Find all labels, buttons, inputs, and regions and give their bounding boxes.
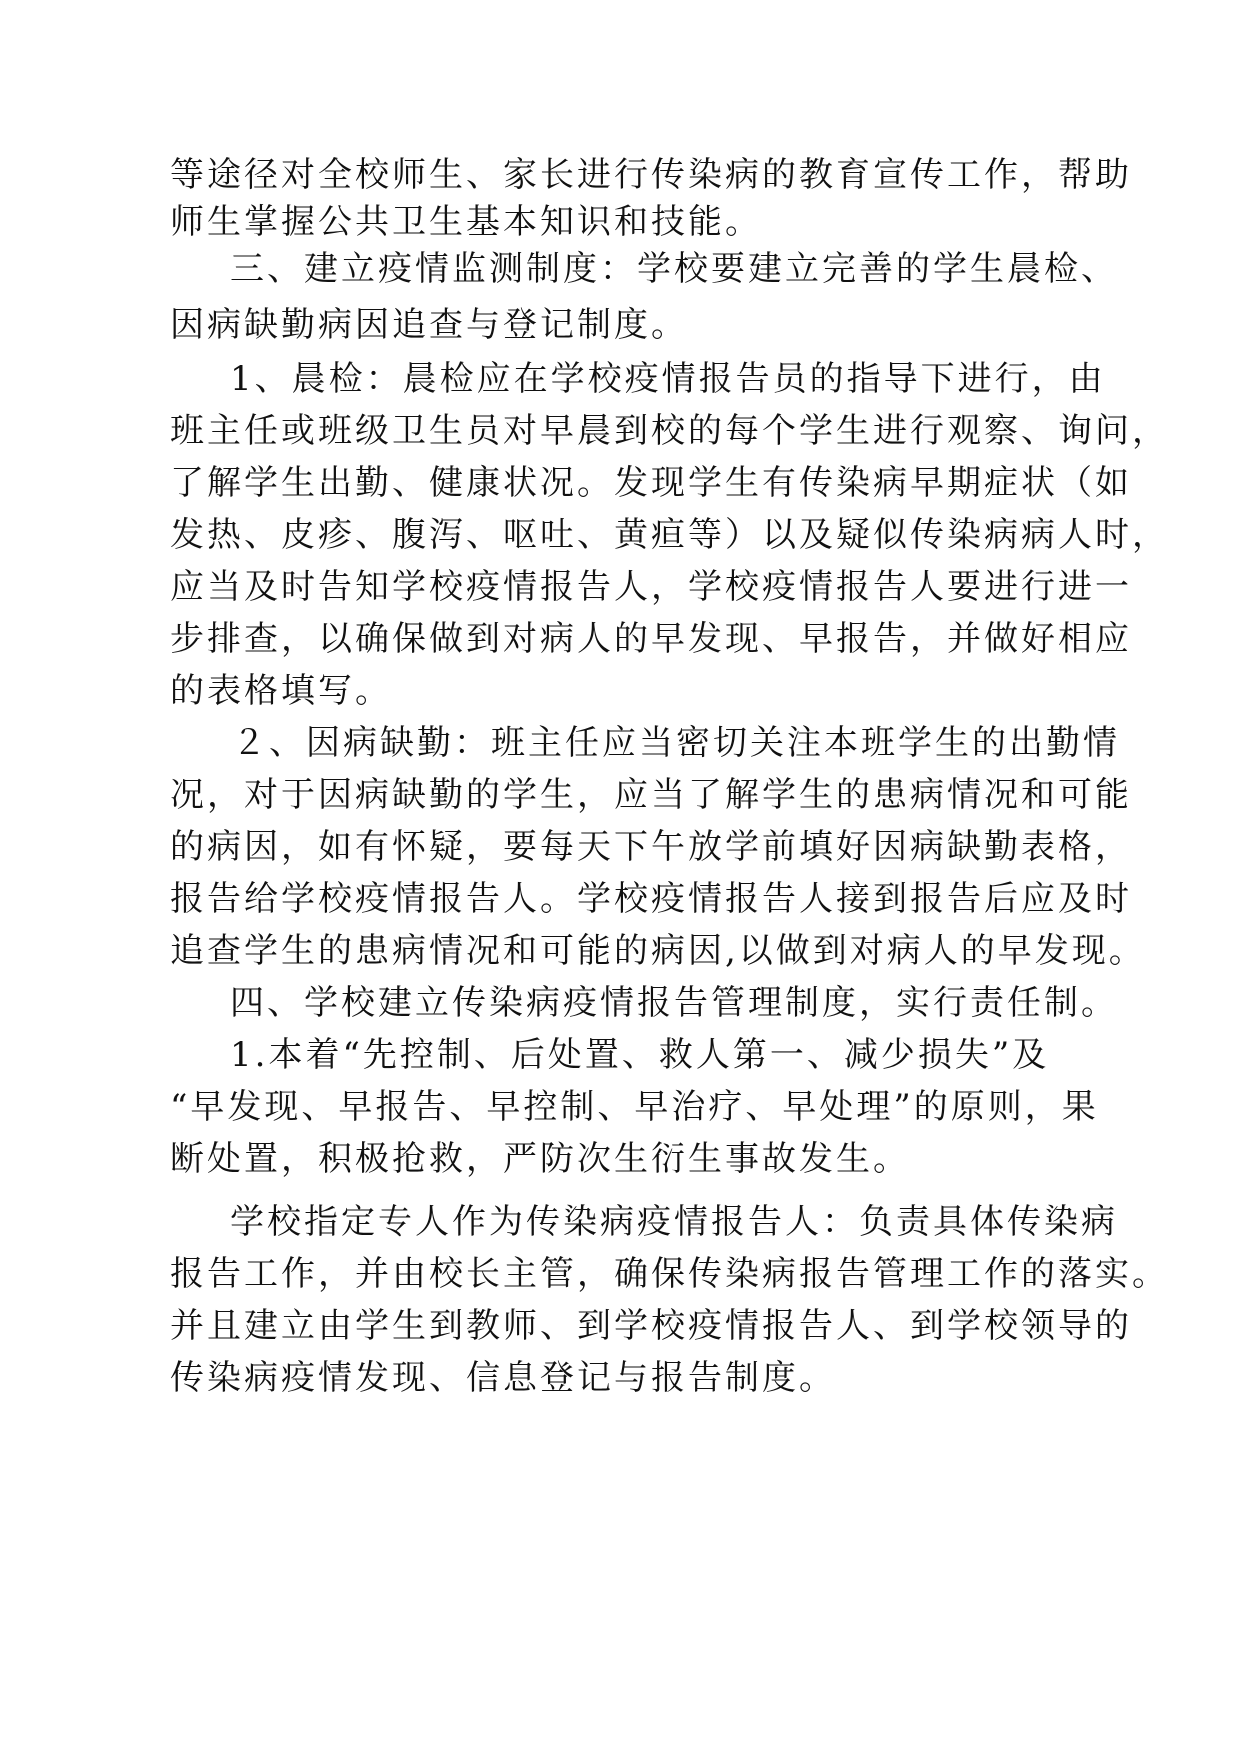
section-heading-line: 三、建立疫情监测制度：学校要建立完善的学生晨检、 xyxy=(230,249,1118,289)
text-line: 报告给学校疫情报告人。学校疫情报告人接到报告后应及时 xyxy=(170,879,1132,919)
text-line: 断处置，积极抢救，严防次生衍生事故发生。 xyxy=(170,1139,910,1179)
text-line: 传染病疫情发现、信息登记与报告制度。 xyxy=(170,1358,836,1398)
text-line: 况，对于因病缺勤的学生，应当了解学生的患病情况和可能 xyxy=(170,775,1132,815)
text-line: 了解学生出勤、健康状况。发现学生有传染病早期症状（如 xyxy=(170,463,1132,503)
text-line: 的病因，如有怀疑，要每天下午放学前填好因病缺勤表格， xyxy=(170,827,1132,867)
text-line: 应当及时告知学校疫情报告人，学校疫情报告人要进行进一 xyxy=(170,567,1132,607)
text-line: ２、因病缺勤：班主任应当密切关注本班学生的出勤情 xyxy=(232,723,1120,763)
text-line: 追查学生的患病情况和可能的病因,以做到对病人的早发现。 xyxy=(170,931,1146,971)
text-line: 师生掌握公共卫生基本知识和技能。 xyxy=(170,202,762,242)
text-line: 学校指定专人作为传染病疫情报告人：负责具体传染病 xyxy=(230,1202,1118,1242)
text-line: 1、晨检：晨检应在学校疫情报告员的指导下进行，由 xyxy=(230,359,1106,399)
section-heading-line: 四、学校建立传染病疫情报告管理制度，实行责任制。 xyxy=(230,983,1118,1023)
text-line: 的表格填写。 xyxy=(170,671,392,711)
text-line: 步排查，以确保做到对病人的早发现、早报告，并做好相应 xyxy=(170,619,1132,659)
text-line: 1.本着“先控制、后处置、救人第一、减少损失”及 xyxy=(230,1035,1050,1075)
text-line: 因病缺勤病因追查与登记制度。 xyxy=(170,305,688,345)
text-line: 等途径对全校师生、家长进行传染病的教育宣传工作，帮助 xyxy=(170,155,1132,195)
text-line: 并且建立由学生到教师、到学校疫情报告人、到学校领导的 xyxy=(170,1306,1132,1346)
text-line: 报告工作，并由校长主管，确保传染病报告管理工作的落实。 xyxy=(170,1254,1169,1294)
text-line: 班主任或班级卫生员对早晨到校的每个学生进行观察、询问， xyxy=(170,411,1169,451)
text-line: “早发现、早报告、早控制、早治疗、早处理”的原则，果 xyxy=(170,1087,1099,1127)
text-line: 发热、皮疹、腹泻、呕吐、黄疸等）以及疑似传染病病人时， xyxy=(170,515,1169,555)
